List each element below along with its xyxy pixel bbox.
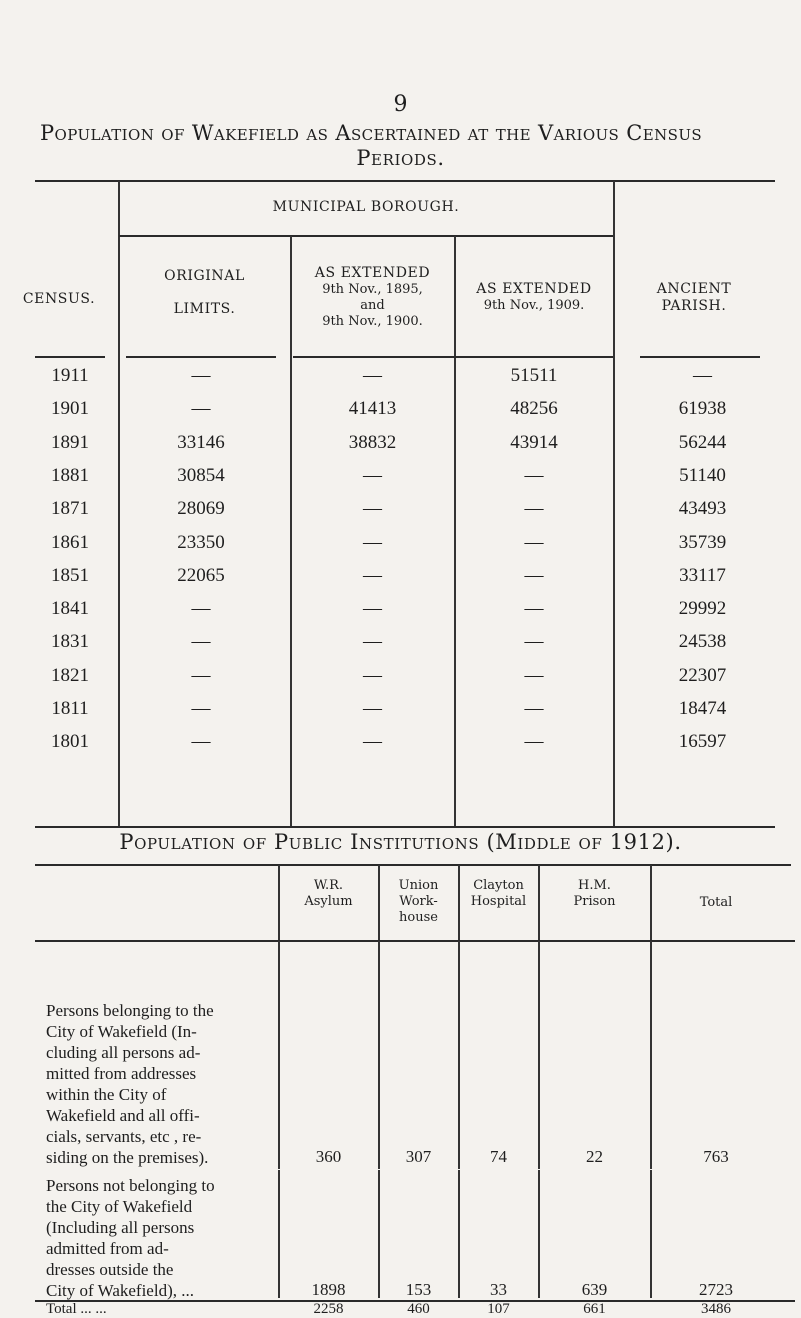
col-census-header: CENSUS. <box>22 291 96 307</box>
inst-row-2-value-1: 1898 <box>311 1280 346 1299</box>
total-value-1: 2258 <box>313 1301 344 1317</box>
inst-row-1-value-3: 74 <box>490 1147 507 1166</box>
inst-row-1-value-2: 307 <box>405 1147 432 1166</box>
col-ext1895-header: AS EXTENDED 9th Nov., 1895, and 9th Nov., 1900. <box>314 265 431 329</box>
inst-row-1-value-5: 763 <box>703 1147 729 1166</box>
census-year-1861: 1861 <box>51 531 89 553</box>
census-ext1895-1871: — <box>363 498 382 520</box>
inst-header-hospital: Clayton Hospital <box>470 878 527 909</box>
census-ext1895-1881: — <box>363 464 382 486</box>
inst-row-2-value-2: 153 <box>405 1280 432 1299</box>
census-original-1801: — <box>191 731 211 753</box>
inst-header-prison: H.M. Prison <box>573 878 616 909</box>
census-year-1831: 1831 <box>51 631 89 653</box>
census-year-1891: 1891 <box>51 431 89 453</box>
page-title: Population of Wakefield as Ascertained at the Various Census <box>40 121 703 145</box>
total-value-4: 661 <box>583 1301 606 1317</box>
inst-row-2-value-5: 2723 <box>699 1280 733 1299</box>
inst-row-2-label: Persons not belonging to the City of Wakefield (Including all persons admitted from ad- dresses outside the City of Wakefield), ... <box>46 1176 215 1300</box>
census-year-1851: 1851 <box>51 564 89 586</box>
inst-row-2-value-3: 33 <box>490 1280 507 1299</box>
census-ext1895-1861: — <box>363 531 382 553</box>
census-year-1911: 1911 <box>51 365 89 386</box>
census-parish-1911: — <box>693 365 712 386</box>
inst-row-2-value-4: 639 <box>581 1280 608 1299</box>
census-original-1841: — <box>191 598 211 620</box>
total-value-3: 107 <box>487 1301 510 1317</box>
census-parish-1871: 43493 <box>678 498 727 520</box>
institutions-title: Population of Public Institutions (Middle of 1912). <box>119 830 682 854</box>
census-ext1909-1831: — <box>524 631 544 653</box>
census-parish-1901: 61938 <box>678 398 727 420</box>
census-parish-1841: 29992 <box>678 598 727 620</box>
census-ext1909-1801: — <box>524 731 544 753</box>
census-ext1909-1841: — <box>524 598 544 620</box>
census-original-1891: 33146 <box>177 431 225 453</box>
census-ext1895-1901: 41413 <box>348 398 397 420</box>
census-year-1801: 1801 <box>51 731 89 753</box>
census-ext1909-1881: — <box>524 464 544 486</box>
census-parish-1861: 35739 <box>678 531 727 553</box>
census-original-1811: — <box>191 698 211 719</box>
census-ext1909-1891: 43914 <box>510 431 558 453</box>
census-ext1895-1851: — <box>363 564 382 586</box>
census-ext1895-1841: — <box>363 598 382 620</box>
census-year-1821: 1821 <box>51 664 89 686</box>
census-ext1909-1821: — <box>524 664 544 686</box>
census-parish-1821: 22307 <box>678 664 727 686</box>
inst-header-workhouse: Union Work- house <box>398 878 439 925</box>
census-parish-1891: 56244 <box>678 431 727 453</box>
census-ext1895-1811: — <box>363 698 382 719</box>
inst-row-1-value-1: 360 <box>315 1147 342 1166</box>
census-ext1909-1811: — <box>524 698 544 719</box>
census-year-1881: 1881 <box>51 464 89 486</box>
census-ext1895-1891: 38832 <box>348 431 397 453</box>
census-original-1861: 23350 <box>177 531 225 553</box>
census-original-1871: 28069 <box>177 498 225 520</box>
census-ext1895-1831: — <box>363 631 382 653</box>
census-parish-1811: 18474 <box>678 698 727 719</box>
census-ext1909-1851: — <box>524 564 544 586</box>
census-ext1909-1861: — <box>524 531 544 553</box>
total-value-5: 3486 <box>701 1301 731 1317</box>
census-year-1871: 1871 <box>51 498 89 520</box>
census-original-1851: 22065 <box>177 564 225 586</box>
census-ext1909-1871: — <box>524 498 544 520</box>
census-ext1909-1901: 48256 <box>510 398 558 420</box>
census-original-1821: — <box>191 664 211 686</box>
page-number: 9 <box>393 92 408 117</box>
census-original-1901: — <box>191 398 211 420</box>
census-ext1895-1911: — <box>363 365 382 386</box>
col-ext1909-header: AS EXTENDED 9th Nov., 1909. <box>476 281 592 313</box>
census-original-1911: — <box>191 365 211 386</box>
census-year-1811: 1811 <box>51 698 89 719</box>
inst-row-1-label: Persons belonging to the City of Wakefield (In- cluding all persons ad- mitted from addresses within the City of Wakefield and all offi- cials, servants, etc , re- siding on the premises). <box>46 1001 214 1167</box>
total-value-2: 460 <box>407 1301 430 1317</box>
col-parish-header: ANCIENT PARISH. <box>656 281 732 314</box>
census-year-1901: 1901 <box>51 398 89 420</box>
inst-header-total: Total <box>699 895 733 910</box>
census-ext1895-1821: — <box>363 664 382 686</box>
census-original-1881: 30854 <box>177 464 225 486</box>
census-parish-1831: 24538 <box>678 631 727 653</box>
census-year-1841: 1841 <box>51 598 89 620</box>
census-ext1895-1801: — <box>363 731 382 753</box>
col-original-header: ORIGINAL LIMITS. <box>164 268 245 317</box>
census-parish-1851: 33117 <box>679 564 726 586</box>
inst-row-1-value-4: 22 <box>586 1147 603 1166</box>
inst-header-asylum: W.R. Asylum <box>304 878 353 909</box>
census-original-1831: — <box>191 631 211 653</box>
page-title-line2: Periods. <box>356 146 445 170</box>
group-header: MUNICIPAL BOROUGH. <box>272 199 460 215</box>
census-ext1909-1911: 51511 <box>510 365 558 386</box>
census-parish-1881: 51140 <box>679 464 726 486</box>
total-label: Total ... ... <box>46 1301 107 1317</box>
census-parish-1801: 16597 <box>678 731 727 753</box>
